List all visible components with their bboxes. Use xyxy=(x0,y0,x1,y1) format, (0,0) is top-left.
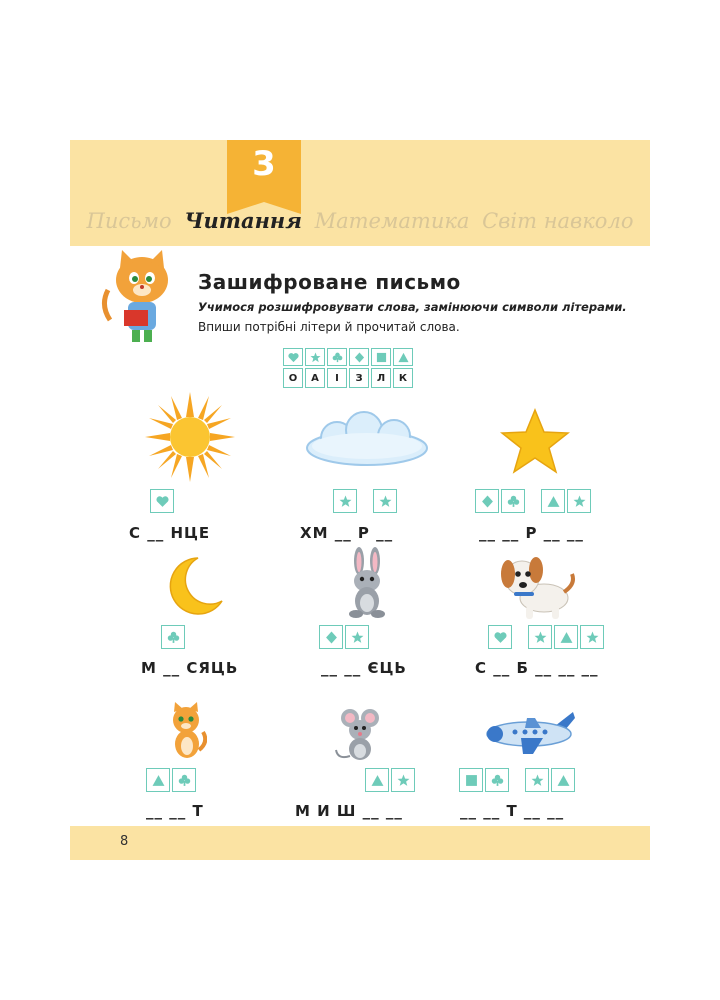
puzzle-word: __ __ ЄЦЬ xyxy=(321,659,407,677)
triangle-icon xyxy=(557,774,570,787)
diamond-icon xyxy=(354,352,365,363)
code-boxes xyxy=(365,768,417,792)
subject-world: Світ навколо xyxy=(482,209,634,233)
puzzle-word: С __ Б __ __ __ xyxy=(475,659,599,677)
key-cell-diamond xyxy=(349,348,369,366)
club-icon xyxy=(507,495,520,508)
key-cell-star xyxy=(305,348,325,366)
chapter-number: 3 xyxy=(252,144,276,184)
cipher-key-letters xyxy=(283,368,415,388)
code-box[interactable] xyxy=(459,768,483,792)
triangle-icon xyxy=(152,774,165,787)
cloud-icon xyxy=(302,410,432,468)
cipher-key-symbols xyxy=(283,348,415,366)
heart-icon xyxy=(288,352,299,363)
puzzle-word: __ __ Т __ __ xyxy=(460,802,565,820)
workbook-page xyxy=(70,140,650,860)
code-box[interactable] xyxy=(554,625,578,649)
lesson-instruction: Впиши потрібні літери й прочитай слова. xyxy=(198,320,460,334)
heart-icon xyxy=(156,495,169,508)
club-icon xyxy=(178,774,191,787)
puzzle-word: ХМ __ Р __ xyxy=(300,524,394,542)
key-letter: К xyxy=(393,368,413,388)
code-boxes xyxy=(488,625,606,649)
mouse-icon xyxy=(332,706,388,762)
star-icon xyxy=(573,495,586,508)
key-cell-heart xyxy=(283,348,303,366)
sun-icon xyxy=(145,392,235,482)
triangle-icon xyxy=(371,774,384,787)
star-icon xyxy=(339,495,352,508)
club-icon xyxy=(491,774,504,787)
code-boxes xyxy=(319,625,371,649)
dog-icon xyxy=(496,552,578,620)
subject-nav xyxy=(70,208,650,233)
puzzle-word: __ __ Т xyxy=(146,802,204,820)
code-box[interactable] xyxy=(528,625,552,649)
code-boxes xyxy=(475,489,593,513)
code-box[interactable] xyxy=(146,768,170,792)
code-boxes xyxy=(161,625,187,649)
triangle-icon xyxy=(547,495,560,508)
cat-reading-icon xyxy=(100,250,180,350)
star-icon xyxy=(310,352,321,363)
puzzle-word: М И Ш __ __ xyxy=(295,802,403,820)
star-icon xyxy=(586,631,599,644)
code-box[interactable] xyxy=(551,768,575,792)
star-icon xyxy=(397,774,410,787)
code-box[interactable] xyxy=(567,489,591,513)
puzzle-word: С __ НЦЕ xyxy=(129,524,211,542)
heart-icon xyxy=(494,631,507,644)
star-icon xyxy=(351,631,364,644)
code-boxes xyxy=(459,768,577,792)
subject-math: Математика xyxy=(314,209,470,233)
key-letter: З xyxy=(349,368,369,388)
moon-icon xyxy=(162,555,224,617)
club-icon xyxy=(332,352,343,363)
star-icon xyxy=(379,495,392,508)
code-box[interactable] xyxy=(161,625,185,649)
square-icon xyxy=(376,352,387,363)
key-cell-club xyxy=(327,348,347,366)
bunny-icon xyxy=(342,547,392,619)
key-letter: А xyxy=(305,368,325,388)
code-box[interactable] xyxy=(580,625,604,649)
key-cell-square xyxy=(371,348,391,366)
code-box[interactable] xyxy=(333,489,357,513)
code-box[interactable] xyxy=(391,768,415,792)
code-box[interactable] xyxy=(365,768,389,792)
code-box[interactable] xyxy=(475,489,499,513)
puzzle-word: __ __ Р __ __ xyxy=(479,524,584,542)
diamond-icon xyxy=(325,631,338,644)
footer-band xyxy=(70,826,650,860)
code-box[interactable] xyxy=(319,625,343,649)
key-letter: О xyxy=(283,368,303,388)
page-number: 8 xyxy=(120,834,129,849)
key-letter: І xyxy=(327,368,347,388)
triangle-icon xyxy=(560,631,573,644)
square-icon xyxy=(465,774,478,787)
code-box[interactable] xyxy=(172,768,196,792)
code-box[interactable] xyxy=(541,489,565,513)
code-boxes xyxy=(333,489,399,513)
key-letter: Л xyxy=(371,368,391,388)
lesson-title: Зашифроване письмо xyxy=(198,270,461,294)
lesson-subtitle: Учимося розшифровувати слова, замінюючи символи літерами. xyxy=(198,300,627,314)
code-box[interactable] xyxy=(488,625,512,649)
cipher-key xyxy=(283,348,415,388)
subject-reading: Читання xyxy=(184,208,302,233)
triangle-icon xyxy=(398,352,409,363)
puzzle-word: М __ СЯЦЬ xyxy=(141,659,239,677)
star-icon xyxy=(534,631,547,644)
kitten-icon xyxy=(165,702,207,760)
code-boxes xyxy=(146,768,198,792)
code-box[interactable] xyxy=(525,768,549,792)
code-boxes xyxy=(150,489,176,513)
subject-writing: Письмо xyxy=(86,209,172,233)
code-box[interactable] xyxy=(150,489,174,513)
airplane-icon xyxy=(485,708,577,756)
code-box[interactable] xyxy=(373,489,397,513)
star-icon xyxy=(531,774,544,787)
code-box[interactable] xyxy=(485,768,509,792)
star-icon xyxy=(500,408,570,474)
code-box[interactable] xyxy=(501,489,525,513)
diamond-icon xyxy=(481,495,494,508)
key-cell-triangle xyxy=(393,348,413,366)
club-icon xyxy=(167,631,180,644)
code-box[interactable] xyxy=(345,625,369,649)
